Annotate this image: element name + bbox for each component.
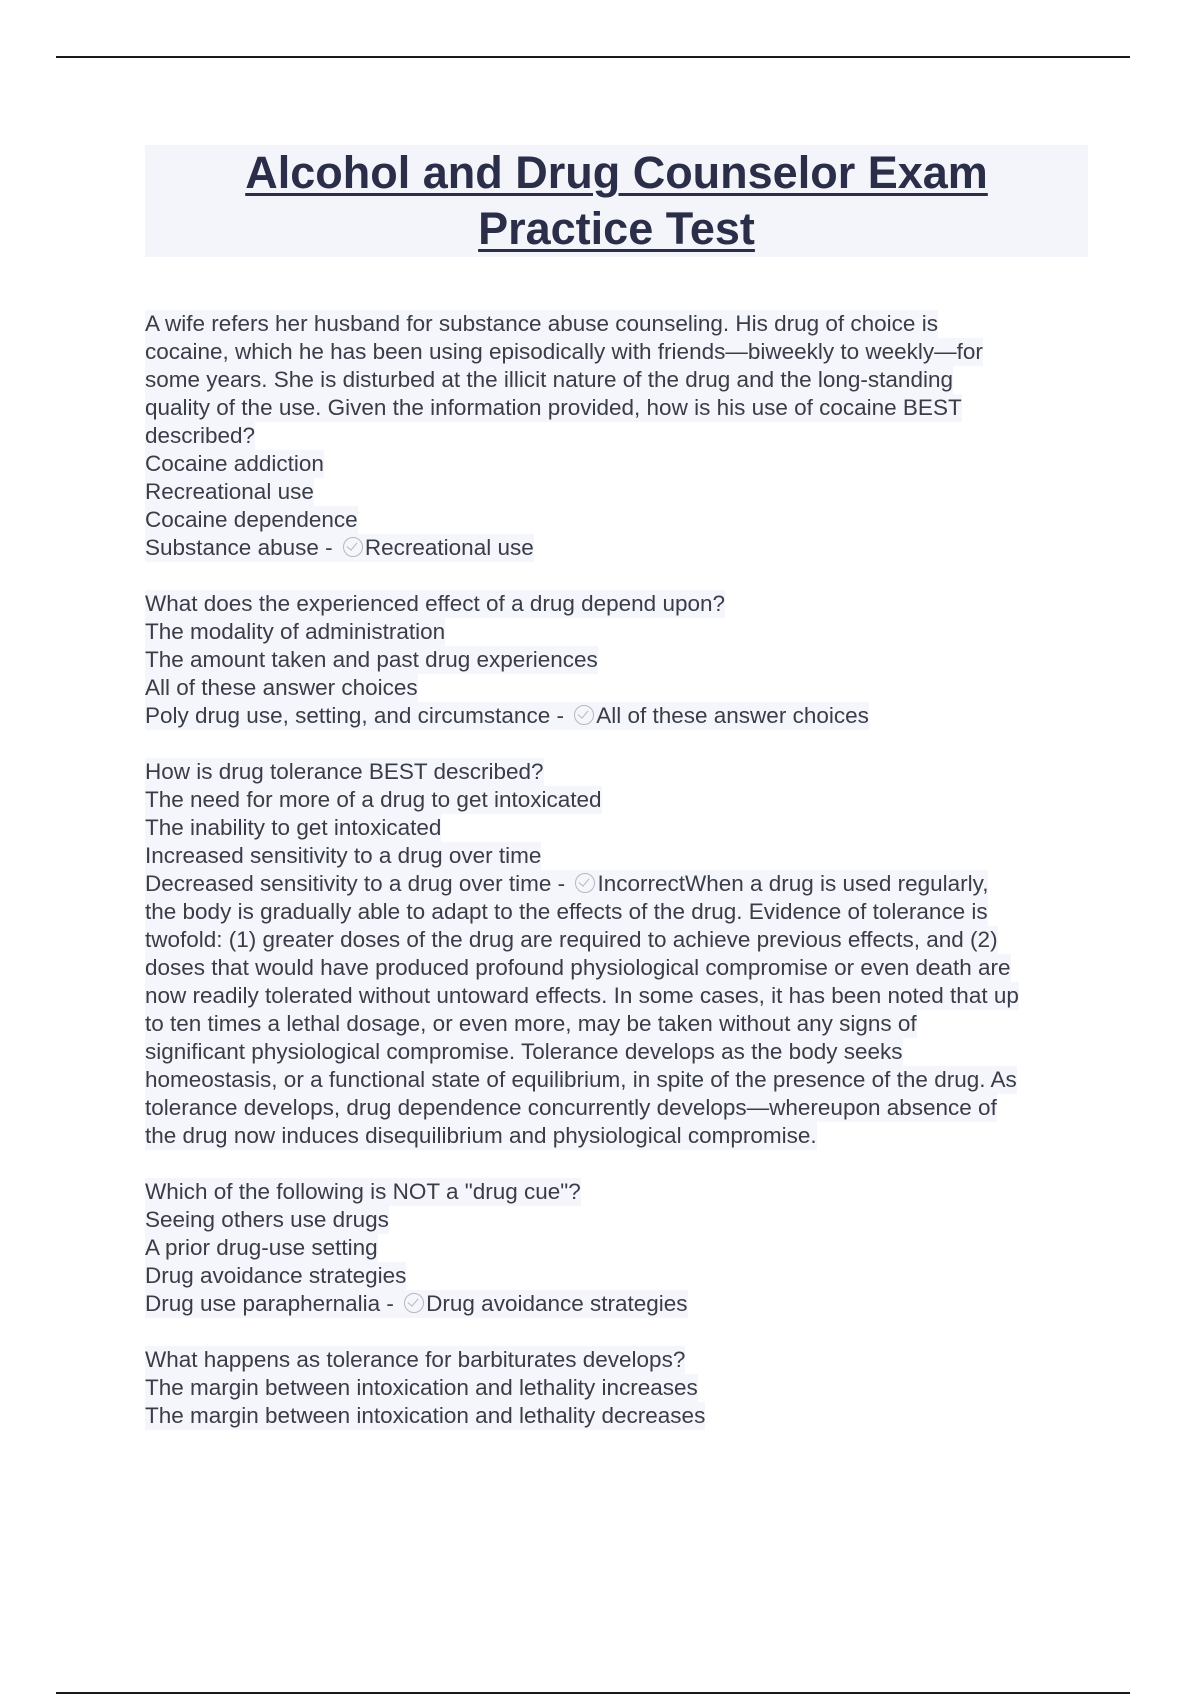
checkmark-circle-icon [574, 705, 594, 725]
question-text: described? [145, 423, 256, 448]
question-text: How is drug tolerance BEST described? [145, 759, 544, 784]
answer-option: The amount taken and past drug experiences [145, 647, 598, 672]
answer-explanation: homeostasis, or a functional state of equilibrium, in spite of the presence of the drug. As [145, 1067, 1017, 1092]
question-text: What does the experienced effect of a drug depend upon? [145, 591, 726, 616]
answer-option: Decreased sensitivity to a drug over time - [145, 871, 572, 896]
answer-option: Recreational use [145, 479, 314, 504]
footer-rule [56, 1692, 1130, 1694]
answer-option: Substance abuse - [145, 535, 339, 560]
answer-option: The modality of administration [145, 619, 446, 644]
answer-option: Increased sensitivity to a drug over time [145, 843, 542, 868]
answer-option: Seeing others use drugs [145, 1207, 389, 1232]
answer-explanation: the body is gradually able to adapt to the effects of the drug. Evidence of tolerance is [145, 899, 988, 924]
answer-explanation: the drug now induces disequilibrium and physiological compromise. [145, 1123, 817, 1148]
question-block [145, 1178, 1105, 1318]
checkmark-circle-icon [575, 873, 595, 893]
answer-key: IncorrectWhen a drug is used regularly, [597, 871, 989, 896]
checkmark-circle-icon [343, 537, 363, 557]
question-text: What happens as tolerance for barbiturates develops? [145, 1347, 686, 1372]
answer-explanation: to ten times a lethal dosage, or even more, may be taken without any signs of [145, 1011, 917, 1036]
answer-option-with-key [145, 1290, 688, 1318]
answer-key: Drug avoidance strategies [426, 1291, 688, 1316]
question-block [145, 1346, 1105, 1430]
answer-option: The margin between intoxication and lethality increases [145, 1375, 698, 1400]
answer-option: Cocaine dependence [145, 507, 358, 532]
answer-option-with-key [145, 702, 869, 730]
answer-option-with-key [145, 534, 534, 562]
answer-option: Cocaine addiction [145, 451, 324, 476]
question-text: Which of the following is NOT a "drug cue"? [145, 1179, 581, 1204]
question-block [145, 590, 1105, 730]
answer-option-with-key [145, 870, 988, 898]
answer-option: All of these answer choices [145, 675, 418, 700]
checkmark-circle-icon [404, 1293, 424, 1313]
question-block [145, 310, 1105, 562]
title-line: Practice Test [478, 203, 755, 254]
answer-option: A prior drug-use setting [145, 1235, 378, 1260]
answer-option: Drug avoidance strategies [145, 1263, 407, 1288]
answer-explanation: twofold: (1) greater doses of the drug are required to achieve previous effects, and (2) [145, 927, 998, 952]
answer-option: The inability to get intoxicated [145, 815, 442, 840]
answer-key: Recreational use [364, 535, 534, 560]
question-text: cocaine, which he has been using episodically with friends—biweekly to weekly—for [145, 339, 983, 364]
answer-explanation: tolerance develops, drug dependence concurrently develops—whereupon absence of [145, 1095, 997, 1120]
question-text: A wife refers her husband for substance abuse counseling. His drug of choice is [145, 311, 938, 336]
question-text: some years. She is disturbed at the illicit nature of the drug and the long-standing [145, 367, 953, 392]
answer-key: All of these answer choices [596, 703, 869, 728]
answer-explanation: doses that would have produced profound physiological compromise or even death are [145, 955, 1011, 980]
answer-explanation: significant physiological compromise. Tolerance develops as the body seeks [145, 1039, 903, 1064]
answer-option: Poly drug use, setting, and circumstance - [145, 703, 571, 728]
question-block [145, 758, 1105, 1150]
header-rule [56, 56, 1130, 58]
answer-explanation: now readily tolerated without untoward effects. In some cases, it has been noted that up [145, 983, 1019, 1008]
answer-option: Drug use paraphernalia - [145, 1291, 401, 1316]
page-title [145, 145, 1088, 257]
question-list [145, 310, 1105, 1458]
answer-option: The need for more of a drug to get intoxicated [145, 787, 602, 812]
title-line: Alcohol and Drug Counselor Exam [245, 147, 988, 198]
answer-option: The margin between intoxication and lethality decreases [145, 1403, 706, 1428]
question-text: quality of the use. Given the information provided, how is his use of cocaine BEST [145, 395, 962, 420]
